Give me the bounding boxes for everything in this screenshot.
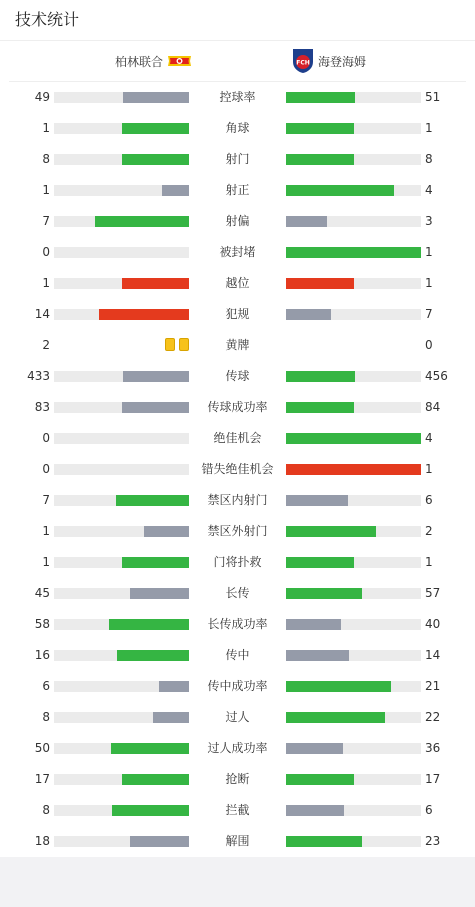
home-stat-bar-fill (159, 681, 189, 692)
home-yellow-cards (54, 338, 189, 352)
stat-row (0, 361, 475, 392)
home-stat-bar (54, 371, 189, 382)
away-stat-value: 1 (425, 555, 433, 569)
home-stat-value: 7 (42, 493, 50, 507)
home-stat-value: 16 (34, 648, 50, 662)
home-stat-value: 8 (42, 152, 50, 166)
home-team-name: 柏林联合 (114, 54, 163, 69)
home-stat-bar (54, 712, 189, 723)
home-stat-bar (54, 247, 189, 258)
home-stat-bar (54, 278, 189, 289)
stat-row (0, 795, 475, 826)
away-stat-bar (286, 402, 421, 413)
home-stat-value: 49 (34, 90, 50, 104)
stat-label: 长传 (225, 586, 250, 600)
home-stat-bar-fill (117, 650, 189, 661)
stat-row (0, 702, 475, 733)
home-stat-value: 8 (42, 803, 50, 817)
home-stat-bar (54, 402, 189, 413)
home-stat-bar (54, 681, 189, 692)
home-stat-bar-fill (95, 216, 190, 227)
stat-row (0, 733, 475, 764)
stat-label: 射门 (225, 152, 250, 166)
stat-label: 控球率 (219, 90, 256, 104)
svg-text:FCH: FCH (296, 59, 310, 67)
away-stat-bar (286, 433, 421, 444)
home-stat-bar (54, 309, 189, 320)
stat-row (0, 268, 475, 299)
home-stat-bar (54, 836, 189, 847)
home-stat-bar (54, 216, 189, 227)
away-team[interactable] (292, 41, 366, 81)
yellow-card-icon (179, 338, 189, 351)
home-stat-bar-fill (122, 402, 190, 413)
home-stat-value: 1 (42, 524, 50, 538)
home-team[interactable] (115, 41, 192, 81)
home-stat-bar-fill (123, 92, 189, 103)
away-stat-bar (286, 805, 421, 816)
away-stat-bar-fill (286, 805, 344, 816)
away-stat-value: 14 (425, 648, 441, 662)
away-stat-bar (286, 123, 421, 134)
away-stat-bar (286, 650, 421, 661)
home-stat-bar-fill (122, 154, 190, 165)
stat-row (0, 113, 475, 144)
home-stat-bar (54, 433, 189, 444)
home-stat-value: 433 (27, 369, 50, 383)
away-stat-bar (286, 495, 421, 506)
away-stat-bar-fill (286, 216, 327, 227)
home-stat-bar (54, 526, 189, 537)
away-stat-value: 21 (425, 679, 441, 693)
stat-label: 禁区内射门 (207, 493, 268, 507)
stat-row (0, 206, 475, 237)
stat-row (0, 144, 475, 175)
stat-label: 犯规 (225, 307, 250, 321)
away-stat-bar (286, 743, 421, 754)
home-stat-value: 17 (34, 772, 50, 786)
home-stat-value: 0 (42, 431, 50, 445)
stat-label: 抢断 (225, 772, 250, 786)
home-stat-value: 1 (42, 276, 50, 290)
stat-label: 错失绝佳机会 (201, 462, 274, 476)
away-stat-bar (286, 185, 421, 196)
away-stat-bar-fill (286, 309, 331, 320)
home-stat-value: 50 (34, 741, 50, 755)
away-stat-value: 36 (425, 741, 441, 755)
home-stat-bar-fill (122, 278, 190, 289)
home-stat-value: 58 (34, 617, 50, 631)
stat-label: 越位 (225, 276, 250, 290)
stat-row (0, 82, 475, 113)
home-stat-bar-fill (144, 526, 189, 537)
away-stat-bar (286, 92, 421, 103)
home-stat-value: 0 (42, 462, 50, 476)
home-stat-bar (54, 743, 189, 754)
stat-row (0, 423, 475, 454)
away-stat-bar (286, 712, 421, 723)
home-stat-value: 2 (42, 338, 50, 352)
stat-label: 门将扑救 (213, 555, 262, 569)
away-stat-value: 1 (425, 276, 433, 290)
stat-label: 射正 (225, 183, 250, 197)
away-stat-value: 1 (425, 121, 433, 135)
away-stat-bar-fill (286, 774, 354, 785)
away-stat-value: 23 (425, 834, 441, 848)
away-stat-bar-fill (286, 433, 421, 444)
stat-row (0, 764, 475, 795)
away-stat-value: 7 (425, 307, 433, 321)
away-stat-value: 6 (425, 493, 433, 507)
home-stat-bar-fill (122, 557, 190, 568)
home-stat-bar (54, 805, 189, 816)
stat-label: 过人成功率 (207, 741, 268, 755)
stat-row (0, 547, 475, 578)
away-stat-value: 51 (425, 90, 441, 104)
away-stat-bar-fill (286, 836, 362, 847)
home-stat-bar-fill (130, 836, 189, 847)
away-stat-bar (286, 836, 421, 847)
home-stat-value: 1 (42, 121, 50, 135)
away-stat-bar-fill (286, 464, 421, 475)
away-stat-bar-fill (286, 278, 354, 289)
home-stat-value: 1 (42, 555, 50, 569)
stat-label: 传中成功率 (207, 679, 268, 693)
away-stat-bar (286, 774, 421, 785)
home-stat-bar (54, 650, 189, 661)
home-stat-bar-fill (111, 743, 189, 754)
home-stat-value: 45 (34, 586, 50, 600)
home-stat-bar-fill (162, 185, 189, 196)
away-stat-bar (286, 681, 421, 692)
away-stat-bar (286, 216, 421, 227)
stat-label: 黄牌 (225, 338, 250, 352)
away-stat-value: 456 (425, 369, 448, 383)
home-stat-value: 0 (42, 245, 50, 259)
away-stat-value: 57 (425, 586, 441, 600)
home-stat-value: 18 (34, 834, 50, 848)
home-stat-bar (54, 774, 189, 785)
home-stat-value: 83 (34, 400, 50, 414)
union-berlin-logo-icon (167, 54, 192, 68)
away-stat-bar (286, 247, 421, 258)
away-stat-bar-fill (286, 681, 391, 692)
home-stat-bar (54, 588, 189, 599)
stat-label: 长传成功率 (207, 617, 268, 631)
home-stat-bar-fill (123, 371, 189, 382)
home-stat-bar-fill (122, 123, 190, 134)
home-stat-bar (54, 92, 189, 103)
away-stat-value: 4 (425, 183, 433, 197)
stat-row (0, 299, 475, 330)
away-stat-bar (286, 464, 421, 475)
yellow-card-icon (165, 338, 175, 351)
heidenheim-crest-icon (292, 48, 314, 74)
stat-row (0, 454, 475, 485)
stat-label: 传球成功率 (207, 400, 268, 414)
home-stat-value: 7 (42, 214, 50, 228)
home-stat-bar-fill (112, 805, 189, 816)
away-stat-bar (286, 309, 421, 320)
home-stat-bar (54, 495, 189, 506)
away-stat-bar (286, 371, 421, 382)
away-stat-bar-fill (286, 619, 341, 630)
home-stat-bar-fill (122, 774, 190, 785)
home-stat-bar (54, 464, 189, 475)
page-title: 技术统计 (0, 0, 475, 41)
home-stat-bar-fill (99, 309, 189, 320)
away-stat-value: 4 (425, 431, 433, 445)
away-stat-bar (286, 588, 421, 599)
away-stat-bar-fill (286, 247, 421, 258)
stat-row (0, 392, 475, 423)
stat-row (0, 516, 475, 547)
home-stat-bar (54, 185, 189, 196)
home-stat-bar (54, 123, 189, 134)
home-stat-bar-fill (109, 619, 189, 630)
stat-label: 禁区外射门 (207, 524, 268, 538)
away-stat-bar (286, 278, 421, 289)
home-stat-bar-fill (153, 712, 189, 723)
home-stat-bar (54, 154, 189, 165)
home-stat-value: 8 (42, 710, 50, 724)
away-stat-value: 84 (425, 400, 441, 414)
away-stat-bar-fill (286, 185, 394, 196)
stat-label: 拦截 (225, 803, 250, 817)
home-stat-bar (54, 557, 189, 568)
home-stat-bar-fill (130, 588, 189, 599)
away-stat-value: 40 (425, 617, 441, 631)
stats-list (0, 82, 475, 857)
stat-label: 射偏 (225, 214, 250, 228)
stat-row (0, 826, 475, 857)
stat-label: 绝佳机会 (213, 431, 262, 445)
stat-label: 传球 (225, 369, 250, 383)
away-stat-bar-fill (286, 526, 376, 537)
stat-label: 角球 (225, 121, 250, 135)
stat-row (0, 175, 475, 206)
away-stat-bar-fill (286, 371, 355, 382)
away-stat-value: 17 (425, 772, 441, 786)
home-stat-value: 14 (34, 307, 50, 321)
stat-label: 解围 (225, 834, 250, 848)
away-stat-bar-fill (286, 92, 355, 103)
away-stat-bar-fill (286, 743, 343, 754)
stat-row (0, 237, 475, 268)
away-stat-value: 2 (425, 524, 433, 538)
stat-label: 传中 (225, 648, 250, 662)
away-stat-value: 3 (425, 214, 433, 228)
away-stat-bar-fill (286, 712, 385, 723)
away-stat-value: 1 (425, 245, 433, 259)
home-stat-bar (54, 619, 189, 630)
stat-row (0, 640, 475, 671)
stat-row (0, 578, 475, 609)
away-stat-bar (286, 526, 421, 537)
stat-row (0, 485, 475, 516)
home-stat-bar-fill (116, 495, 189, 506)
away-stat-bar-fill (286, 154, 354, 165)
away-team-name: 海登海姆 (318, 54, 367, 69)
away-stat-value: 22 (425, 710, 441, 724)
away-stat-value: 1 (425, 462, 433, 476)
away-stat-value: 6 (425, 803, 433, 817)
away-stat-bar-fill (286, 495, 348, 506)
away-stat-bar-fill (286, 557, 354, 568)
away-stat-bar-fill (286, 402, 354, 413)
home-stat-value: 6 (42, 679, 50, 693)
away-stat-bar-fill (286, 123, 354, 134)
away-stat-value: 0 (425, 338, 433, 352)
away-stat-bar-fill (286, 650, 349, 661)
away-stat-bar (286, 619, 421, 630)
away-stat-value: 8 (425, 152, 433, 166)
home-stat-value: 1 (42, 183, 50, 197)
away-stat-bar (286, 557, 421, 568)
stat-label: 被封堵 (219, 245, 256, 259)
away-stat-bar (286, 154, 421, 165)
stat-label: 过人 (225, 710, 250, 724)
stat-row (0, 609, 475, 640)
teams-header (9, 41, 466, 82)
stat-row (0, 671, 475, 702)
stat-row (0, 330, 475, 361)
away-stat-bar-fill (286, 588, 362, 599)
